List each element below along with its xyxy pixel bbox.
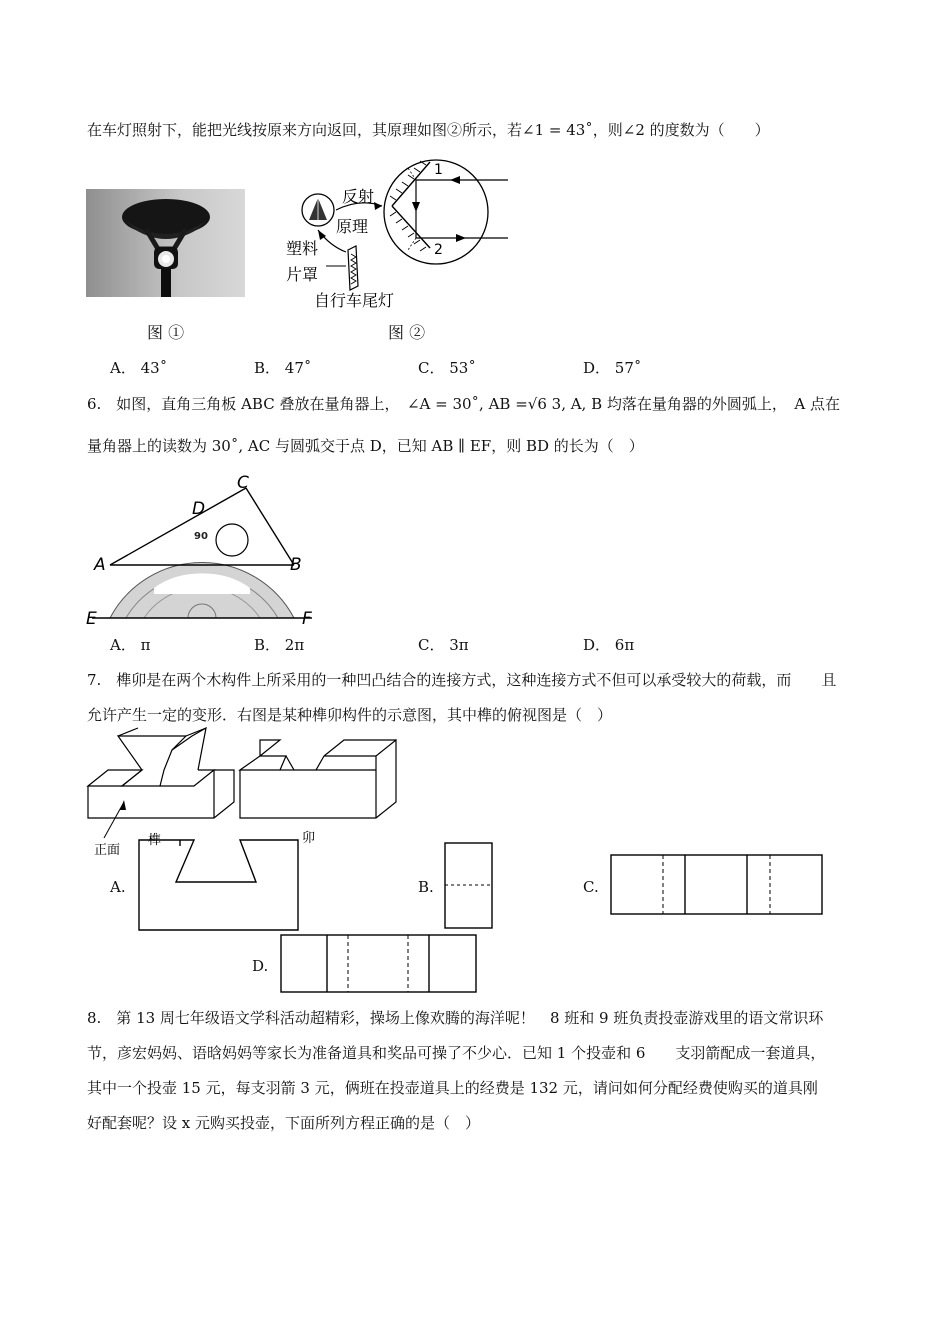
principle-label: 原理: [336, 217, 369, 236]
point-b-label: B: [290, 555, 302, 575]
point-f-label: F: [302, 609, 312, 629]
q7-option-a-figure: [136, 838, 302, 933]
reflect-label: 反射: [342, 187, 375, 206]
q7-option-d-figure: [280, 934, 478, 994]
front-label: 正面: [94, 843, 121, 858]
q8-stem-line4: 好配套呢？设 x 元购买投壶，下面所列方程正确的是（ ）: [87, 1114, 480, 1132]
q5-option-a: A． 43˚: [110, 359, 168, 377]
q8-stem-line3: 其中一个投壶 15 元，每支羽箭 3 元，俩班在投壶道具上的经费是 132 元，请问如何分配经费使购买的道具刚: [87, 1079, 818, 1097]
ninety-label: 90: [194, 531, 208, 542]
point-d-label: D: [192, 499, 206, 519]
q7-option-c-figure: [610, 854, 824, 916]
protractor-diagram: [84, 472, 324, 630]
q5-option-b: B． 47˚: [254, 359, 312, 377]
mortise-label: 卯: [302, 831, 316, 846]
angle2-label: 2: [434, 242, 443, 258]
plastic-label: 塑料: [286, 239, 319, 258]
q8-stem-line2: 节，彦宏妈妈、语晗妈妈等家长为准备道具和奖品可操了不少心．已知 1 个投壶和 6 支羽箭配成一套道具，: [87, 1044, 826, 1062]
q7-option-a: A.: [110, 878, 126, 896]
q6-option-b: B． 2π: [254, 636, 305, 654]
fig2-caption: 图 ②: [388, 323, 426, 342]
fig1-caption: 图 ①: [147, 323, 185, 342]
q6-option-c: C． 3π: [418, 636, 469, 654]
reflection-diagram: [286, 150, 520, 315]
q7-option-c: C.: [583, 878, 599, 896]
q5-option-c: C． 53˚: [418, 359, 476, 377]
q6-stem-line2: 量角器上的读数为 30˚, AC 与圆弧交于点 D，已知 AB ∥ EF，则 BD 的长为（ ）: [87, 437, 644, 455]
cover-label: 片罩: [286, 265, 319, 284]
bike-seat-photo: [86, 189, 245, 297]
q5-option-d: D． 57˚: [583, 359, 642, 377]
q7-option-d: D.: [252, 957, 269, 975]
q5-stem-line1: 在车灯照射下，能把光线按原来方向返回，其原理如图②所示，若∠1 = 43˚，则∠2 的度数为（ ）: [87, 121, 770, 139]
q6-stem-line1: 6. 如图，直角三角板 ABC 叠放在量角器上， ∠A = 30˚, AB =√6 3, A, B 均落在量角器的外圆弧上， A 点在: [87, 395, 840, 413]
q7-option-b-figure: [444, 842, 494, 930]
q6-option-d: D． 6π: [583, 636, 635, 654]
taillight-label: 自行车尾灯: [314, 291, 395, 310]
point-a-label: A: [94, 555, 106, 575]
angle1-label: 1: [434, 162, 443, 178]
q7-stem-line1: 7. 榫卯是在两个木构件上所采用的一种凹凸结合的连接方式，这种连接方式不但可以承受较大的荷载，而 且: [87, 671, 837, 689]
q8-stem-line1: 8. 第 13 周七年级语文学科活动超精彩，操场上像欢腾的海洋呢！ 8 班和 9 班负责投壶游戏里的语文常识环: [87, 1009, 824, 1027]
q6-option-a: A． π: [110, 636, 151, 654]
tenon-label: 榫: [148, 833, 162, 848]
point-e-label: E: [86, 609, 97, 629]
point-c-label: C: [237, 473, 249, 493]
q7-stem-line2: 允许产生一定的变形．右图是某种榫卯构件的示意图，其中榫的俯视图是（ ）: [87, 706, 613, 724]
q7-option-b: B.: [418, 878, 434, 896]
